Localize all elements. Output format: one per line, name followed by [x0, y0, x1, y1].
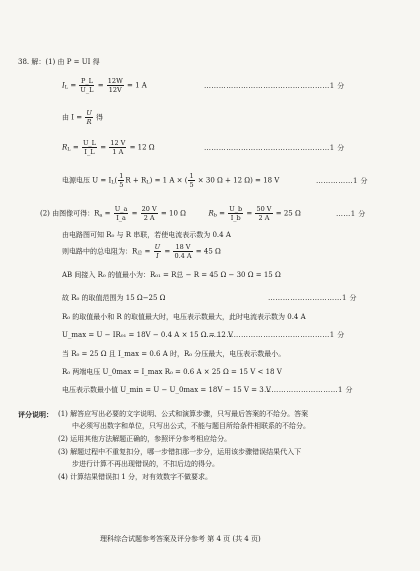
part2-resistances: (2) 由图像可得：$R_a$ = $\frac{U\_a}{I\_a}$ = $\frac{20 V}{2 A}$ = 10 Ω $R_b$ = $\frac{U\_b}{I\_b}$ = $\frac{50 V}{2 A}$ = 25 Ω — [40, 205, 301, 222]
r0-25-line: 当 R₀ = 25 Ω 且 I_max = 0.6 A 时，R₀ 分压最大，电压表示数最小。 — [62, 350, 286, 358]
eq-resistance-lamp: $R_L$ = $\frac{U\_L}{I\_L}$ = $\frac{12 V}{1 A}$ = 12 Ω — [62, 139, 155, 156]
eq-u-max: U_max = U − IR₀₁ = 18V − 0.4 A × 15 Ω = 12 V — [62, 331, 234, 339]
score-dots-6: ……………………………………………1 分 — [204, 331, 345, 339]
eq-r0-voltage: R₀ 两端电压 U_0max = I_max R₀ = 0.6 A × 25 Ω = 15 V < 18 V — [62, 368, 282, 376]
eq-current-lamp: $I_L$ = $\frac{P\_L}{U\_L}$ = $\frac{12W}{12V}$ = 1 A — [62, 77, 147, 94]
score-dots-3: ……………1 分 — [316, 177, 368, 185]
page-footer: 理科综合试题参考答案及评分参考 第 4 页 (共 4 页) — [100, 535, 261, 543]
scoring-note-1b: 中必须写出数字和单位，只写出公式，不能与题目所给条件相联系的不给分。 — [72, 422, 310, 430]
eq-ohm-law: 由 I = $\frac{U}{R}$ 得 — [62, 109, 104, 126]
scoring-note-3a: (3) 解题过程中不重复扣分，哪一步错扣那一步分，运用该步骤错误结果代入下 — [58, 448, 302, 456]
eq-ab-min-resistance: AB 间接入 R₀ 的值最小为：R₀₁ = R总 − R = 45 Ω − 30 Ω = 15 Ω — [62, 271, 281, 279]
eq-source-voltage: 电源电压 $U = I_L$( $\frac{1}{5}$ $R + R_L) = 1$ A × ( $\frac{1}{5}$ × 30 Ω + 12 Ω) = 18 V — [62, 172, 280, 189]
scoring-note-1a: (1) 解答应写出必要的文字说明、公式和演算步骤，只写最后答案的不给分。答案 — [58, 410, 309, 418]
scoring-notes-heading: 评分说明： — [18, 410, 53, 419]
eq-u-min: 电压表示数最小值 U_min = U − U_0max = 18V − 15 V = 3 V — [62, 386, 271, 394]
score-dots-4: ……1 分 — [336, 210, 366, 218]
score-dots-5: …………………………1 分 — [268, 294, 357, 302]
scoring-note-3b: 步进行计算不再出现错误的，不扣后边的得分。 — [72, 460, 219, 468]
r0-max-voltage-line: R₀ 的取值最小和 R 的取值最大时，电压表示数最大，此时电流表示数为 0.4 A — [62, 313, 306, 321]
scoring-note-2: (2) 运用其他方法解题正确的，参照评分参考相应给分。 — [58, 435, 232, 443]
q38-heading: 38. 解：(1) 由 P = UI 得 — [18, 58, 100, 66]
circuit-series-line: 由电路图可知 R₀ 与 R 串联，若使电流表示数为 0.4 A — [62, 231, 231, 239]
score-dots-1: ……………………………………………1 分 — [204, 82, 345, 90]
eq-total-resistance: 则电路中的总电阻为：$R_总$ = $\frac{U}{I}$ = $\frac{18 V}{0.4 A}$ = 45 Ω — [62, 243, 221, 260]
score-dots-2: ……………………………………………1 分 — [204, 144, 345, 152]
score-dots-7: …………………………1 分 — [264, 386, 353, 394]
scoring-note-4: (4) 计算结果错误扣 1 分，对有效数字不做要求。 — [58, 473, 213, 481]
r0-range-line: 故 R₀ 的取值范围为 15 Ω−25 Ω — [62, 294, 166, 302]
